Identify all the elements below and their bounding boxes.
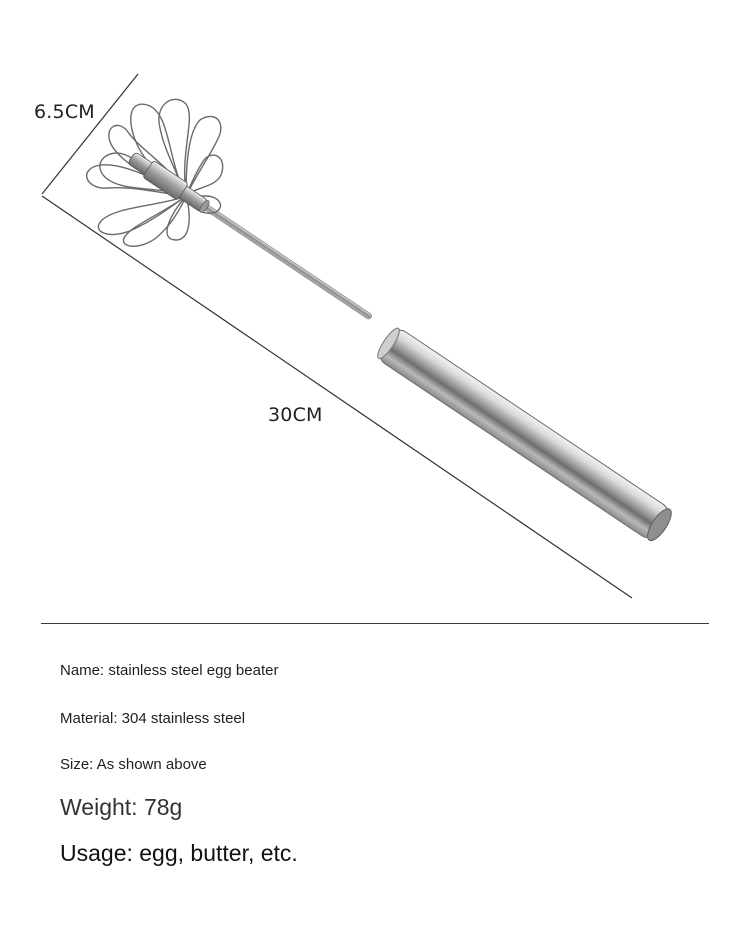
spec-weight: Weight: 78g	[60, 794, 183, 820]
spec-name: Name: stainless steel egg beater	[60, 662, 279, 679]
width-dimension-label: 6.5CM	[34, 101, 95, 123]
spec-material: Material: 304 stainless steel	[60, 710, 246, 727]
length-dimension-label: 30CM	[268, 404, 323, 426]
length-dimension-line	[42, 196, 632, 598]
spec-usage: Usage: egg, butter, etc.	[60, 840, 298, 866]
whisk-handle	[374, 325, 676, 545]
width-dimension-line	[42, 74, 138, 194]
section-divider	[41, 623, 709, 624]
whisk-shaft	[203, 204, 373, 320]
spec-size: Size: As shown above	[60, 756, 207, 773]
